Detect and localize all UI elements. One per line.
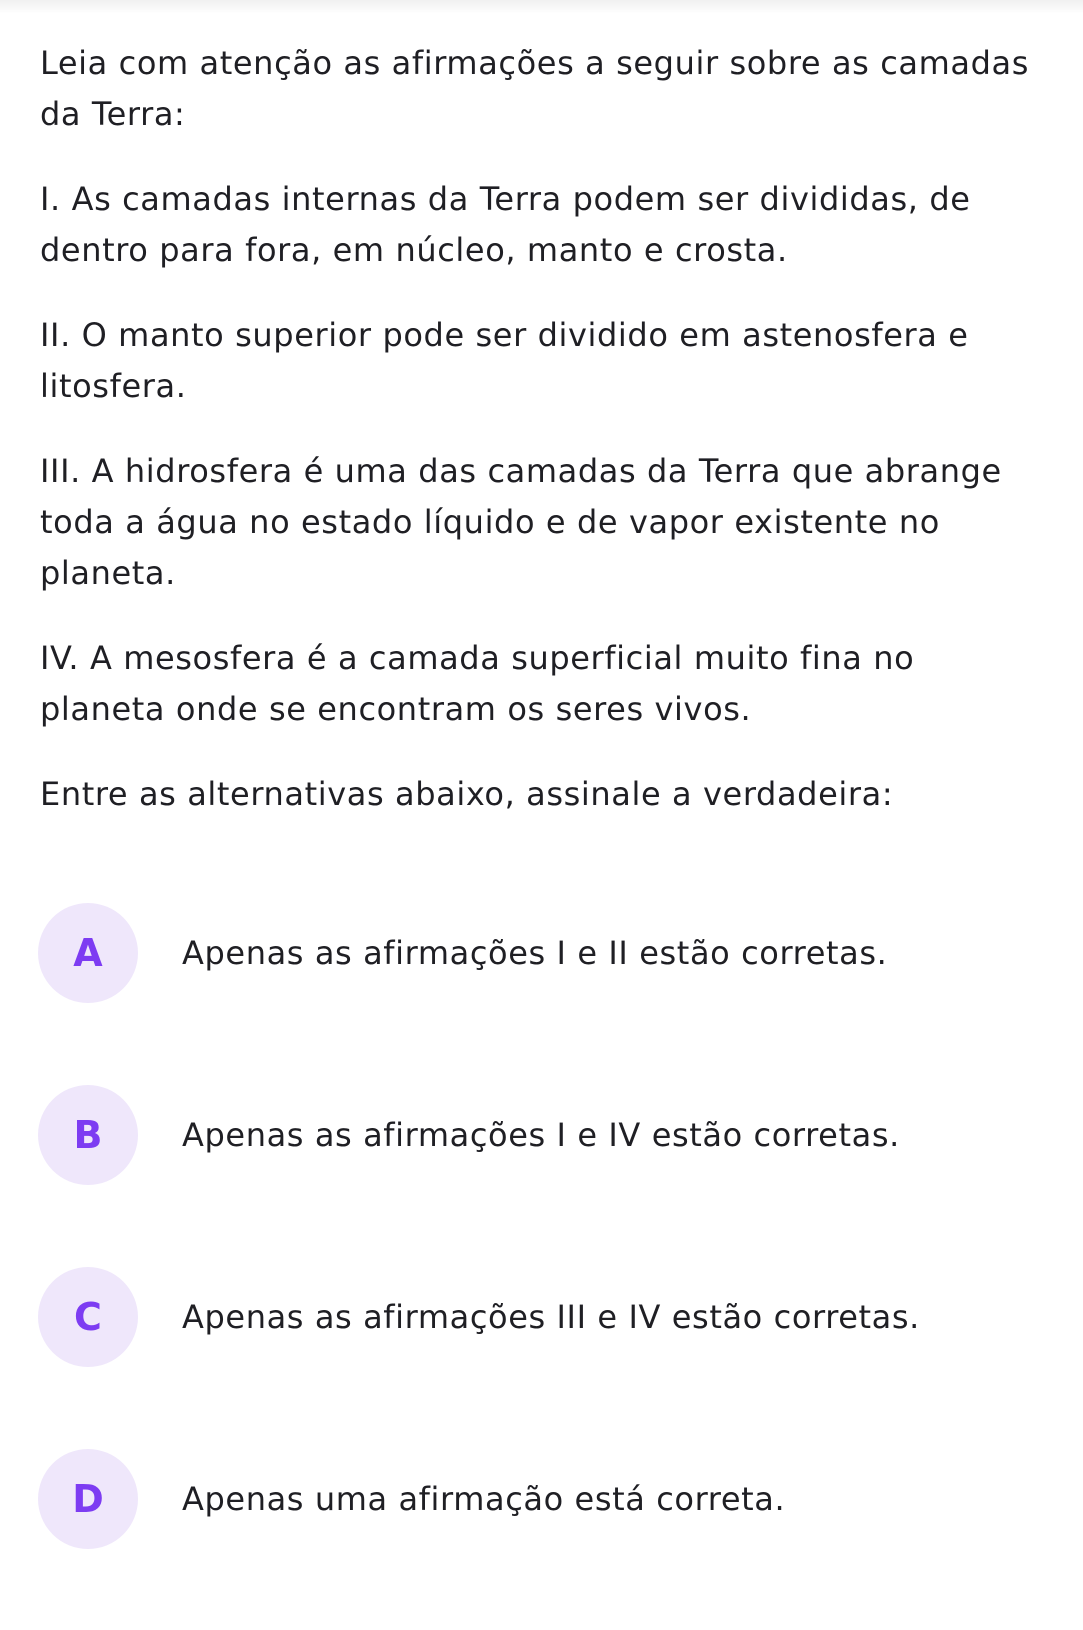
statement-1: I. As camadas internas da Terra podem ser divididas, de dentro para fora, em núcleo, manto e crosta. (40, 180, 971, 269)
answer-options (38, 902, 1048, 1630)
option-text: Apenas as afirmações I e II estão corretas. (182, 934, 888, 972)
top-edge-shadow (0, 0, 1083, 14)
option-text: Apenas uma afirmação está correta. (182, 1480, 786, 1518)
option-letter-badge: A (38, 903, 138, 1003)
option-letter-badge: C (38, 1267, 138, 1367)
question-block (40, 38, 1050, 854)
question-prompt: Entre as alternativas abaixo, assinale a verdadeira: (40, 775, 894, 813)
option-a[interactable] (38, 902, 1048, 1004)
question-intro: Leia com atenção as afirmações a seguir sobre as camadas da Terra: (40, 44, 1029, 133)
option-text: Apenas as afirmações III e IV estão corretas. (182, 1298, 920, 1336)
option-c[interactable] (38, 1266, 1048, 1368)
option-d[interactable] (38, 1448, 1048, 1550)
statement-3: III. A hidrosfera é uma das camadas da Terra que abrange toda a água no estado líquido e de vapor existente no planeta. (40, 452, 1002, 592)
statement-2: II. O manto superior pode ser dividido em astenosfera e litosfera. (40, 316, 969, 405)
statement-4: IV. A mesosfera é a camada superficial muito fina no planeta onde se encontram os seres vivos. (40, 639, 915, 728)
option-text: Apenas as afirmações I e IV estão corretas. (182, 1116, 900, 1154)
option-letter-badge: D (38, 1449, 138, 1549)
option-letter-badge: B (38, 1085, 138, 1185)
option-b[interactable] (38, 1084, 1048, 1186)
